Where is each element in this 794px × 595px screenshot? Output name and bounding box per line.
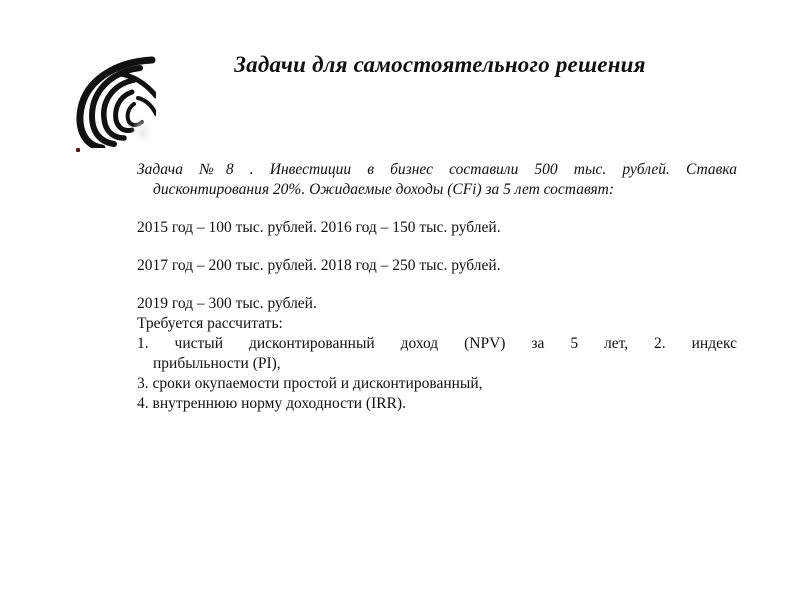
year-line-1: 2015 год – 100 тыс. рублей. 2016 год – 150 тыс. рублей.: [137, 219, 501, 236]
task-content: [137, 160, 737, 414]
item-1-line1: 1. чистый дисконтированный доход (NPV) за 5 лет, 2. индекс: [137, 335, 737, 352]
task-label: Задача №8 .: [137, 161, 254, 178]
spiral-logo-icon: [74, 56, 156, 148]
item-4: 4. внутреннюю норму доходности (IRR).: [137, 395, 406, 412]
task-heading-line: [137, 160, 737, 180]
bullet-marker: [76, 148, 80, 152]
task-text-line1: Инвестиции в бизнес составили 500 тыс. рублей. Ставка: [269, 161, 737, 178]
item-3: 3. сроки окупаемости простой и дисконтированный,: [137, 375, 483, 392]
page-title: Задачи для самостоятельного решения: [234, 52, 646, 77]
year-line-3: 2019 год – 300 тыс. рублей.: [137, 295, 317, 312]
required-label: Требуется рассчитать:: [137, 315, 283, 332]
item-1-line2: прибыльности (PI),: [153, 355, 281, 372]
task-text-line2: дисконтирования 20%. Ожидаемые доходы (CFi) за 5 лет составят:: [153, 181, 615, 198]
year-line-2: 2017 год – 200 тыс. рублей. 2018 год – 250 тыс. рублей.: [137, 257, 501, 274]
